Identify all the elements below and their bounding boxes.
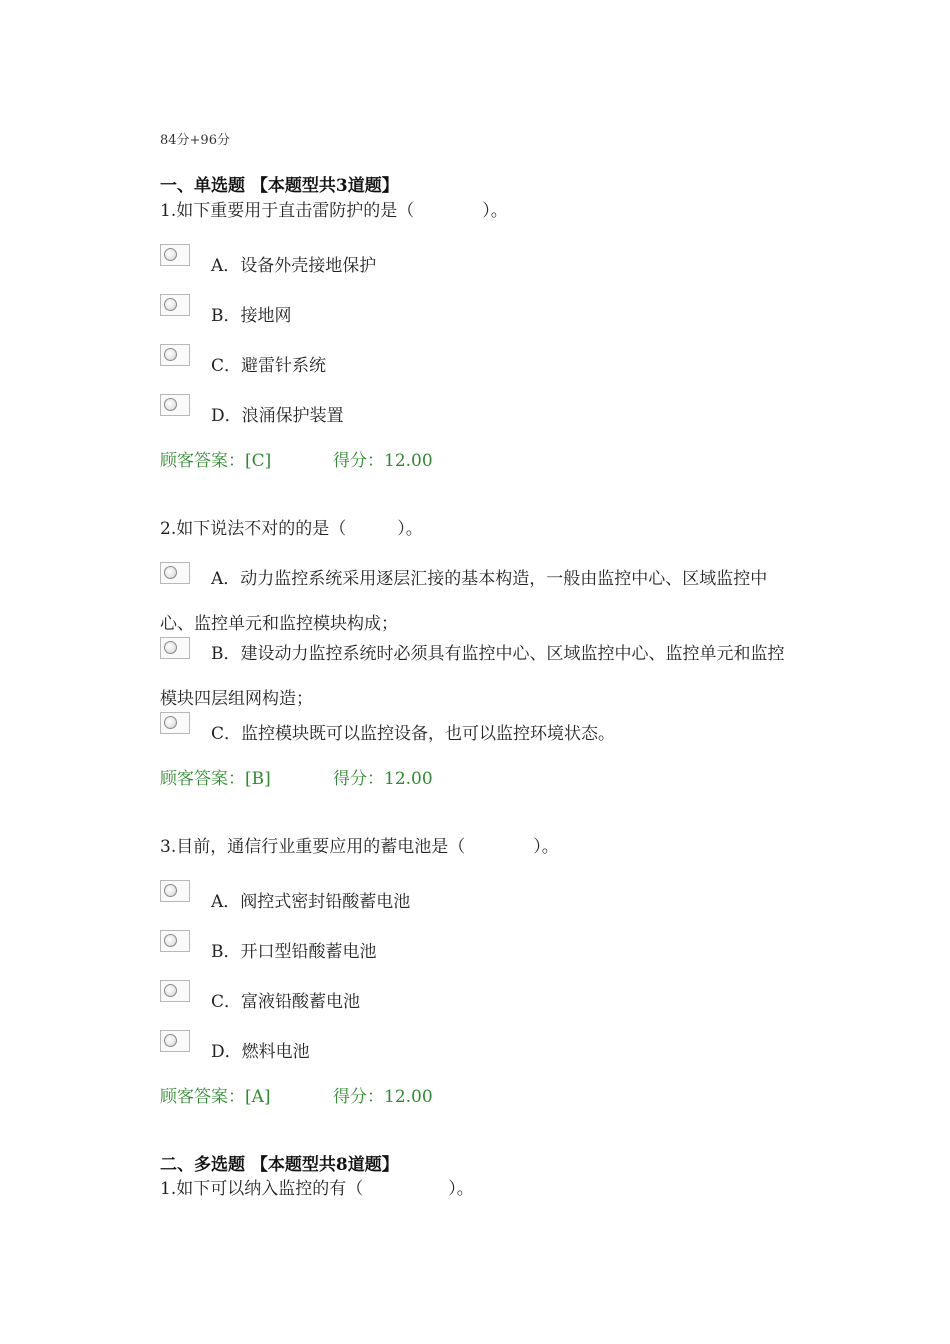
question-stem: 1.如下可以纳入监控的有（ ）。 bbox=[160, 1179, 474, 1199]
question-stem: 3.目前，通信行业重要应用的蓄电池是（ ）。 bbox=[160, 837, 559, 857]
section-title-single-choice: 一、单选题 【本题型共3道题】 bbox=[160, 176, 399, 196]
option-label: C．富液铅酸蓄电池 bbox=[211, 992, 361, 1012]
option-label: A．阀控式密封铅酸蓄电池 bbox=[211, 892, 411, 912]
user-answer: 顾客答案：[A] bbox=[160, 1087, 271, 1107]
option-radio-button[interactable] bbox=[160, 394, 190, 416]
option-label: B．开口型铅酸蓄电池 bbox=[211, 942, 377, 962]
option-label: D．燃料电池 bbox=[211, 1042, 310, 1062]
option-radio-button[interactable] bbox=[160, 244, 190, 266]
question-score: 得分：12.00 bbox=[333, 451, 433, 471]
radio-circle-icon bbox=[164, 984, 177, 997]
option-radio-button[interactable] bbox=[160, 930, 190, 952]
option-radio-button[interactable] bbox=[160, 294, 190, 316]
option-label: C．避雷针系统 bbox=[211, 356, 327, 376]
radio-circle-icon bbox=[164, 248, 177, 261]
radio-circle-icon bbox=[164, 1034, 177, 1047]
radio-circle-icon bbox=[164, 716, 177, 729]
option-label: B．建设动力监控系统时必须具有监控中心、区域监控中心、监控单元和监控模块四层组网构造； bbox=[160, 644, 785, 709]
option-radio-button[interactable] bbox=[160, 712, 190, 734]
question-stem: 2.如下说法不对的的是（ ）。 bbox=[160, 519, 423, 539]
question-score: 得分：12.00 bbox=[333, 1087, 433, 1107]
radio-circle-icon bbox=[164, 398, 177, 411]
score-summary: 84分+96分 bbox=[160, 133, 230, 148]
option-label: A．设备外壳接地保护 bbox=[211, 256, 377, 276]
option-radio-button[interactable] bbox=[160, 880, 190, 902]
radio-circle-icon bbox=[164, 348, 177, 361]
option-label: D．浪涌保护装置 bbox=[211, 406, 344, 426]
option-radio-button[interactable] bbox=[160, 344, 190, 366]
radio-circle-icon bbox=[164, 934, 177, 947]
user-answer: 顾客答案：[C] bbox=[160, 451, 272, 471]
option-radio-button[interactable] bbox=[160, 1030, 190, 1052]
radio-circle-icon bbox=[164, 884, 177, 897]
option-label: A．动力监控系统采用逐层汇接的基本构造，一般由监控中心、区域监控中心、监控单元和监控模块构成； bbox=[160, 569, 768, 634]
question-stem: 1.如下重要用于直击雷防护的是（ ）。 bbox=[160, 201, 508, 221]
section-title-multiple-choice: 二、多选题 【本题型共8道题】 bbox=[160, 1155, 399, 1175]
user-answer: 顾客答案：[B] bbox=[160, 769, 271, 789]
option-label: C．监控模块既可以监控设备，也可以监控环境状态。 bbox=[211, 724, 616, 744]
option-label: B．接地网 bbox=[211, 306, 292, 326]
question-score: 得分：12.00 bbox=[333, 769, 433, 789]
radio-circle-icon bbox=[164, 298, 177, 311]
option-radio-button[interactable] bbox=[160, 980, 190, 1002]
